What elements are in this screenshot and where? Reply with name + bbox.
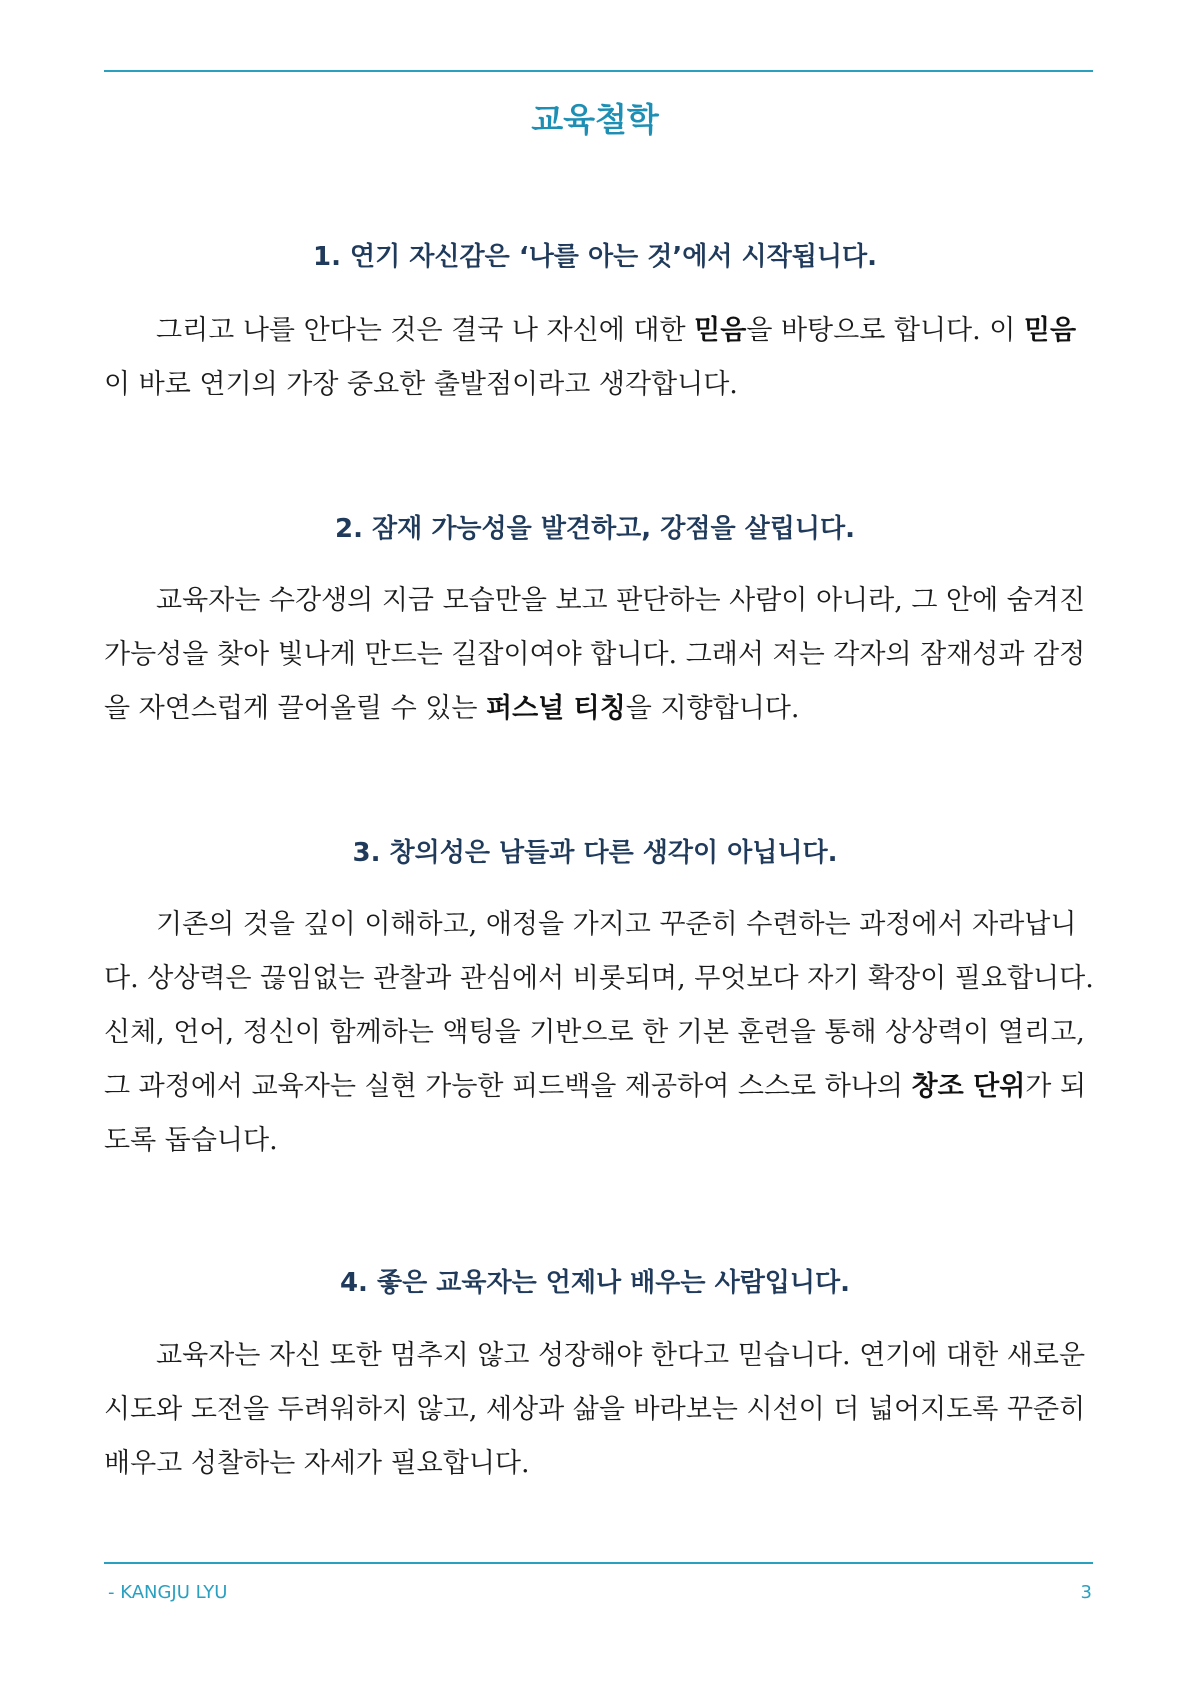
footer-author: - KANGJU LYU	[108, 1582, 228, 1603]
section-1-heading: 1. 연기 자신감은 ‘나를 아는 것’에서 시작됩니다.	[313, 242, 877, 272]
emphasis: 퍼스널 티칭	[485, 693, 626, 724]
bottom-divider	[104, 1562, 1093, 1564]
text-run: 을 바탕으로 합니다. 이	[746, 315, 1024, 346]
section-4-paragraph	[104, 1329, 1094, 1491]
text-run: 교육자는 수강생의 지금 모습만을 보고 판단하는 사람이 아니라, 그 안에 숨겨진 가능성을 찾아 빛나게 만드는 길잡이여야 합니다. 그래서 저는 각자의 잠재성과 감정을 자연스럽게 끌어올릴 수 있는	[104, 585, 1086, 724]
top-divider	[104, 70, 1093, 72]
section-3-heading: 3. 창의성은 남들과 다른 생각이 아닙니다.	[352, 838, 838, 868]
text-run: 이 바로 연기의 가장 중요한 출발점이라고 생각합니다.	[104, 369, 738, 400]
section-2-heading: 2. 잠재 가능성을 발견하고, 강점을 살립니다.	[335, 514, 855, 544]
text-run: 가 되도록 돕습니다.	[104, 1071, 1087, 1156]
section-1-paragraph	[104, 304, 1094, 412]
page-number: 3	[1080, 1582, 1092, 1603]
emphasis: 믿음	[694, 315, 747, 346]
section-4-heading: 4. 좋은 교육자는 언제나 배우는 사람입니다.	[339, 1268, 851, 1298]
text-run: 기존의 것을 깊이 이해하고, 애정을 가지고 꾸준히 수련하는 과정에서 자라납니다. 상상력은 끊임없는 관찰과 관심에서 비롯되며, 무엇보다 자기 확장이 필요합니다. 신체, 언어, 정신이 함께하는 액팅을 기반으로 한 기본 훈련을 통해 상상력이 열리고, 그 과정에서 교육자는 실현 가능한 피드백을 제공하여 스스로 하나의	[104, 909, 1094, 1102]
section-2-paragraph	[104, 574, 1094, 736]
page-title: 교육철학	[531, 100, 659, 139]
text-run: 을 지향합니다.	[625, 693, 800, 724]
text-run: 교육자는 자신 또한 멈추지 않고 성장해야 한다고 믿습니다. 연기에 대한 새로운 시도와 도전을 두려워하지 않고, 세상과 삶을 바라보는 시선이 더 넓어지도록 꾸준히 배우고 성찰하는 자세가 필요합니다.	[104, 1340, 1086, 1479]
emphasis: 믿음	[1023, 315, 1077, 346]
emphasis: 창조 단위	[911, 1071, 1026, 1102]
section-3-paragraph	[104, 898, 1094, 1168]
text-run: 그리고 나를 안다는 것은 결국 나 자신에 대한	[156, 315, 695, 346]
